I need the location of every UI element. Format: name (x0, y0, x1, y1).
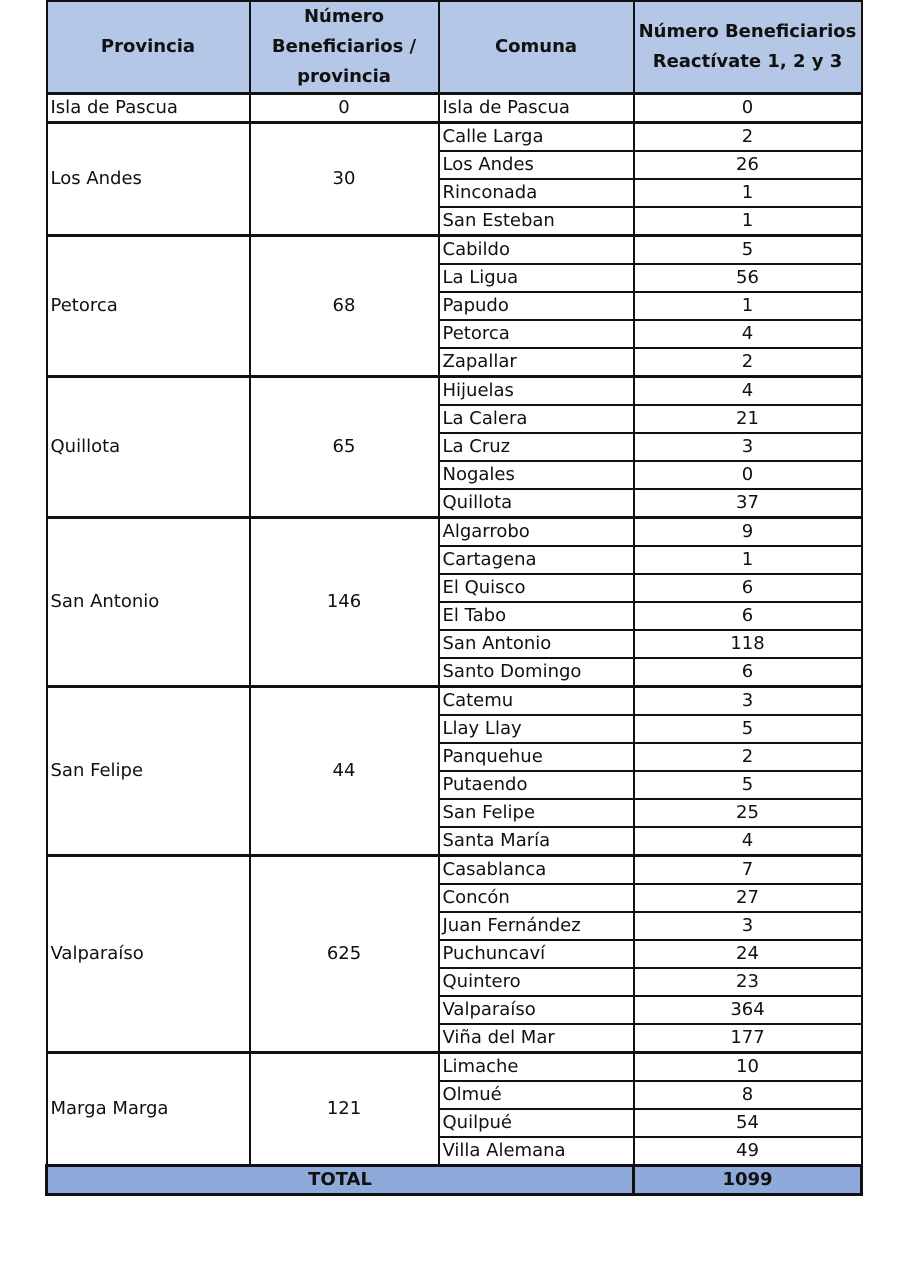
comuna-value-cell: 2 (634, 743, 862, 771)
provincia-total-cell: 30 (250, 123, 439, 236)
provincia-total-cell: 0 (250, 94, 439, 123)
comuna-value-cell: 2 (634, 348, 862, 377)
provincia-cell: Valparaíso (47, 856, 250, 1053)
comuna-cell: Concón (439, 884, 634, 912)
comuna-cell: El Tabo (439, 602, 634, 630)
comuna-cell: Villa Alemana (439, 1137, 634, 1166)
comuna-cell: Quintero (439, 968, 634, 996)
comuna-value-cell: 3 (634, 433, 862, 461)
comuna-value-cell: 3 (634, 687, 862, 716)
comuna-cell: La Ligua (439, 264, 634, 292)
comuna-value-cell: 23 (634, 968, 862, 996)
comuna-cell: Catemu (439, 687, 634, 716)
total-row (47, 1166, 862, 1195)
comuna-cell: El Quisco (439, 574, 634, 602)
table-row (47, 123, 862, 152)
comuna-cell: Papudo (439, 292, 634, 320)
comuna-value-cell: 24 (634, 940, 862, 968)
comuna-cell: Juan Fernández (439, 912, 634, 940)
comuna-value-cell: 3 (634, 912, 862, 940)
comuna-value-cell: 5 (634, 715, 862, 743)
comuna-value-cell: 8 (634, 1081, 862, 1109)
comuna-value-cell: 10 (634, 1053, 862, 1082)
table-row (47, 377, 862, 406)
comuna-cell: Llay Llay (439, 715, 634, 743)
comuna-value-cell: 6 (634, 574, 862, 602)
comuna-cell: Rinconada (439, 179, 634, 207)
comuna-value-cell: 21 (634, 405, 862, 433)
comuna-cell: San Felipe (439, 799, 634, 827)
comuna-cell: Panquehue (439, 743, 634, 771)
comuna-value-cell: 54 (634, 1109, 862, 1137)
provincia-cell: Petorca (47, 236, 250, 377)
provincia-total-cell: 625 (250, 856, 439, 1053)
comuna-value-cell: 56 (634, 264, 862, 292)
comuna-cell: Casablanca (439, 856, 634, 885)
comuna-value-cell: 6 (634, 602, 862, 630)
comuna-value-cell: 27 (634, 884, 862, 912)
comuna-cell: La Cruz (439, 433, 634, 461)
comuna-cell: Quillota (439, 489, 634, 518)
comuna-value-cell: 49 (634, 1137, 862, 1166)
comuna-value-cell: 0 (634, 94, 862, 123)
table-footer (47, 1166, 862, 1195)
total-value: 1099 (634, 1166, 862, 1195)
comuna-cell: Nogales (439, 461, 634, 489)
comuna-cell: Santo Domingo (439, 658, 634, 687)
header-num-provincia: Número Beneficiarios / provincia (250, 1, 439, 94)
provincia-total-cell: 44 (250, 687, 439, 856)
comuna-cell: Limache (439, 1053, 634, 1082)
comuna-cell: Isla de Pascua (439, 94, 634, 123)
comuna-cell: Puchuncaví (439, 940, 634, 968)
comuna-value-cell: 5 (634, 236, 862, 265)
provincia-cell: San Felipe (47, 687, 250, 856)
comuna-value-cell: 37 (634, 489, 862, 518)
comuna-cell: La Calera (439, 405, 634, 433)
header-provincia: Provincia (47, 1, 250, 94)
comuna-value-cell: 6 (634, 658, 862, 687)
comuna-cell: Putaendo (439, 771, 634, 799)
table-row (47, 518, 862, 547)
header-row (47, 1, 862, 94)
comuna-value-cell: 4 (634, 827, 862, 856)
comuna-cell: Cabildo (439, 236, 634, 265)
table-body (47, 94, 862, 1166)
comuna-cell: Los Andes (439, 151, 634, 179)
table-header (47, 1, 862, 94)
comuna-cell: San Antonio (439, 630, 634, 658)
comuna-cell: Santa María (439, 827, 634, 856)
provincia-cell: Isla de Pascua (47, 94, 250, 123)
comuna-value-cell: 4 (634, 320, 862, 348)
comuna-cell: Viña del Mar (439, 1024, 634, 1053)
comuna-cell: San Esteban (439, 207, 634, 236)
comuna-value-cell: 0 (634, 461, 862, 489)
provincia-total-cell: 121 (250, 1053, 439, 1166)
beneficiaries-table (45, 0, 863, 1196)
total-label: TOTAL (47, 1166, 634, 1195)
provincia-total-cell: 65 (250, 377, 439, 518)
comuna-value-cell: 2 (634, 123, 862, 152)
table-row (47, 856, 862, 885)
table-row (47, 94, 862, 123)
provincia-cell: Marga Marga (47, 1053, 250, 1166)
comuna-value-cell: 1 (634, 292, 862, 320)
comuna-value-cell: 7 (634, 856, 862, 885)
comuna-cell: Calle Larga (439, 123, 634, 152)
provincia-total-cell: 68 (250, 236, 439, 377)
header-comuna: Comuna (439, 1, 634, 94)
comuna-cell: Cartagena (439, 546, 634, 574)
comuna-value-cell: 9 (634, 518, 862, 547)
comuna-value-cell: 1 (634, 546, 862, 574)
comuna-value-cell: 177 (634, 1024, 862, 1053)
header-num-comuna: Número Beneficiarios Reactívate 1, 2 y 3 (634, 1, 862, 94)
comuna-value-cell: 364 (634, 996, 862, 1024)
provincia-cell: Los Andes (47, 123, 250, 236)
comuna-value-cell: 1 (634, 207, 862, 236)
comuna-cell: Hijuelas (439, 377, 634, 406)
comuna-cell: Valparaíso (439, 996, 634, 1024)
comuna-value-cell: 25 (634, 799, 862, 827)
comuna-value-cell: 118 (634, 630, 862, 658)
table-row (47, 687, 862, 716)
comuna-cell: Olmué (439, 1081, 634, 1109)
provincia-cell: Quillota (47, 377, 250, 518)
comuna-value-cell: 4 (634, 377, 862, 406)
table-row (47, 236, 862, 265)
comuna-value-cell: 5 (634, 771, 862, 799)
comuna-value-cell: 1 (634, 179, 862, 207)
table-row (47, 1053, 862, 1082)
comuna-cell: Zapallar (439, 348, 634, 377)
provincia-total-cell: 146 (250, 518, 439, 687)
comuna-cell: Algarrobo (439, 518, 634, 547)
comuna-cell: Petorca (439, 320, 634, 348)
provincia-cell: San Antonio (47, 518, 250, 687)
comuna-cell: Quilpué (439, 1109, 634, 1137)
comuna-value-cell: 26 (634, 151, 862, 179)
